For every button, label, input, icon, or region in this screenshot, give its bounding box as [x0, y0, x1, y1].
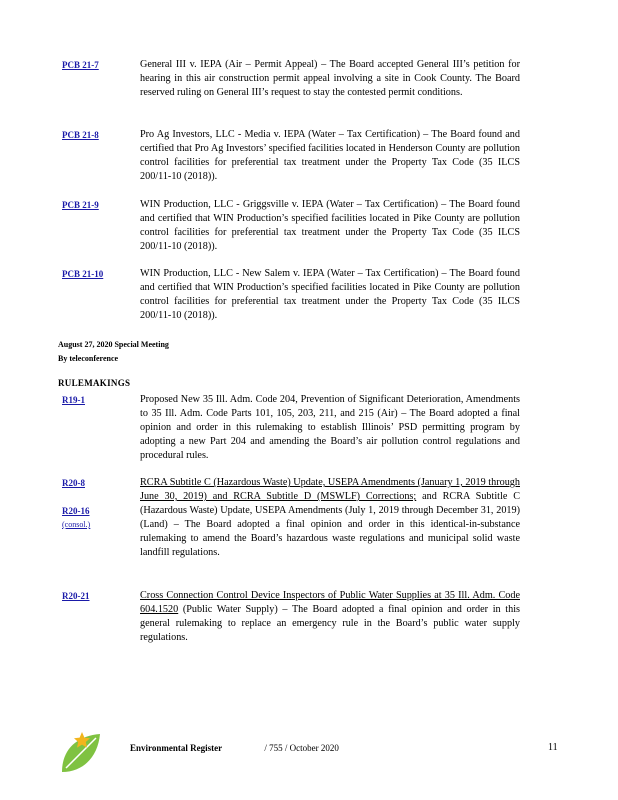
rulemaking-summary: Proposed New 35 Ill. Adm. Code 204, Prevention of Significant Deterioration, Amendments to 35 Ill. Adm. Code Parts 101, 105, 203, 211, and 215 (Air) – The Board adopted a final opinion and order in this rulemaking to establish Illinois’ PSD permitting program by adopting a new Part 204 and amending the Board’s air pollution control regulations and procedural rules.	[140, 394, 520, 461]
leaf-star-logo-icon	[56, 728, 104, 776]
consolidated-note: (consol.)	[62, 520, 91, 529]
docket-number: R20-16	[62, 506, 90, 516]
rulemaking-title: RCRA Subtitle C (Hazardous Waste) Update, USEPA Amendments (January 1, 2019 through June 30, 2019) and RCRA Subtitle D (MSWLF) Corrections;	[140, 477, 520, 502]
issue-info: / 755 / October 2020	[264, 743, 339, 753]
docket-link[interactable]: PCB 21-8	[62, 130, 99, 140]
rulemaking-title: Cross Connection Control Device Inspectors of Public Water Supplies at 35 Ill. Adm. Code 604.1520	[140, 590, 520, 615]
docket-link[interactable]: R20-21	[62, 591, 90, 601]
meeting-date: August 27, 2020 Special Meeting	[58, 340, 169, 349]
rulemaking-text: (Public Water Supply) – The Board adopted a final opinion and order in this general rulemaking to replace an emergency rule in the Board’s public water supply regulations.	[140, 604, 520, 643]
rulemaking-summary	[140, 589, 520, 645]
case-summary: WIN Production, LLC - New Salem v. IEPA (Water – Tax Certification) – The Board found and certified that WIN Production’s specified facilities located in Pike County are pollution control facilities for preferential tax treatment under the Property Tax Code (35 ILCS 200/11-10 (2018)).	[140, 268, 520, 321]
docket-link[interactable]: PCB 21-10	[62, 269, 104, 279]
case-summary: WIN Production, LLC - Griggsville v. IEPA (Water – Tax Certification) – The Board found and certified that WIN Production’s specified facilities located in Pike County are pollution control facilities for preferential tax treatment under the Property Tax Code (35 ILCS 200/11-10 (2018)).	[140, 199, 520, 252]
journal-name: Environmental Register	[130, 743, 223, 753]
page-number: 11	[548, 742, 558, 753]
rulemaking-text: and RCRA Subtitle C (Hazardous Waste) Update, USEPA Amendments (July 1, 2019 through December 31, 2019) (Land) – The Board adopted a final opinion and order in this identical-in-substance rulemaking to amend the Board’s hazardous waste regulations and municipal solid waste landfill regulations.	[140, 491, 520, 558]
docket-link[interactable]: PCB 21-7	[62, 60, 99, 70]
meeting-heading	[58, 338, 169, 366]
docket-link[interactable]: R20-8	[62, 478, 85, 488]
rulemaking-summary	[140, 476, 520, 560]
docket-link-consolidated[interactable]	[62, 504, 132, 532]
docket-link[interactable]: PCB 21-9	[62, 200, 99, 210]
docket-link[interactable]: R19-1	[62, 395, 85, 405]
page-footer	[0, 728, 618, 778]
case-summary: Pro Ag Investors, LLC - Media v. IEPA (Water – Tax Certification) – The Board found and certified that Pro Ag Investors’ specified facilities located in Henderson County are pollution control facilities for preferential tax treatment under the Property Tax Code (35 ILCS 200/11-10 (2018)).	[140, 129, 520, 182]
meeting-via: By teleconference	[58, 354, 119, 363]
case-summary: General III v. IEPA (Air – Permit Appeal) – The Board accepted General III’s petition for hearing in this air construction permit appeal involving a site in Cook County. The Board reserved ruling on General III’s request to stay the contested permit conditions.	[140, 59, 520, 98]
section-heading: RULEMAKINGS	[58, 378, 131, 388]
footer-citation	[130, 743, 339, 753]
